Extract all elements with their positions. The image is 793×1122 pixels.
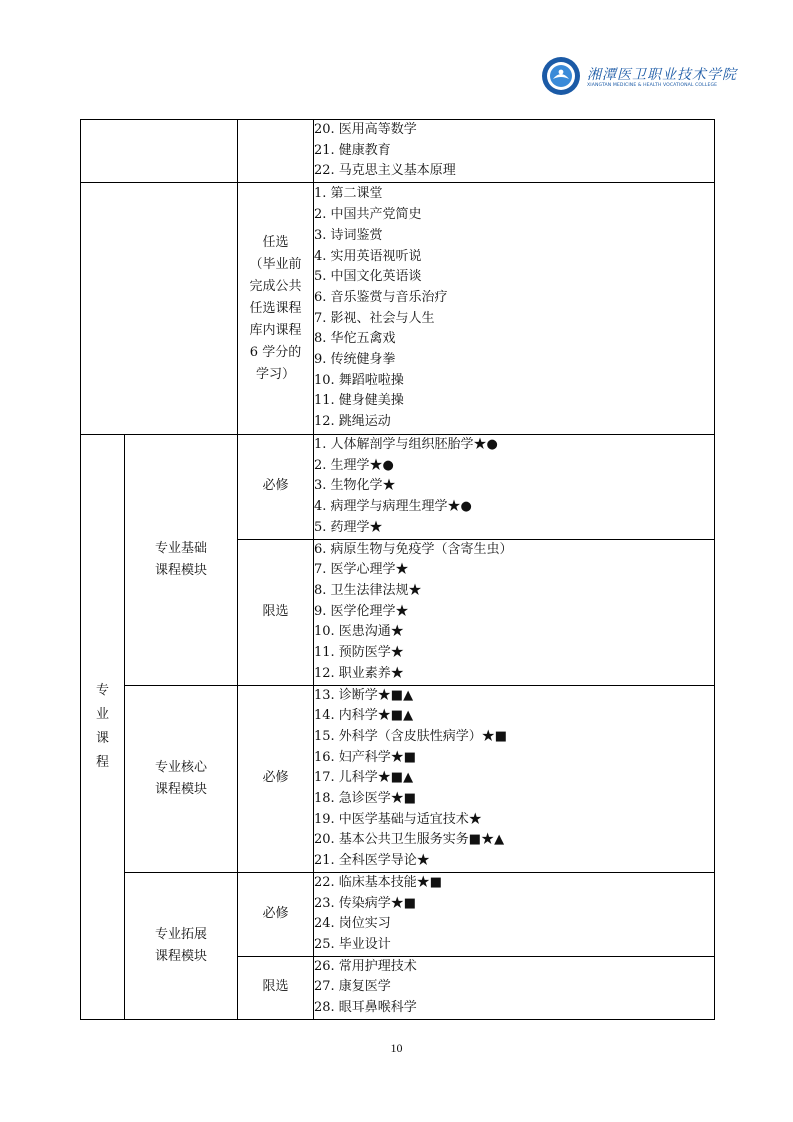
course-item: 18. 急诊医学★■ xyxy=(314,790,417,806)
label-line: 课程模块 xyxy=(154,948,207,964)
course-item: 14. 内科学★■▲ xyxy=(314,708,414,724)
table-row xyxy=(81,872,715,956)
course-type-required: 必修 xyxy=(238,872,314,956)
course-type-elective xyxy=(238,183,314,435)
college-emblem-icon xyxy=(541,56,581,96)
course-item: 26. 常用护理技术 xyxy=(314,958,417,974)
course-item: 22. 临床基本技能★■ xyxy=(314,874,443,890)
course-item: 10. 医患沟通★ xyxy=(314,624,404,640)
course-item: 13. 诊断学★■▲ xyxy=(314,687,414,703)
course-item: 21. 全科医学导论★ xyxy=(314,853,430,868)
table-row xyxy=(81,685,715,872)
page-number: 10 xyxy=(390,1041,403,1055)
course-item: 9. 传统健身拳 xyxy=(314,351,396,367)
table-row xyxy=(81,183,715,435)
course-item: 9. 医学伦理学★ xyxy=(314,603,409,619)
module-professional-core xyxy=(125,685,238,872)
empty-category-cell xyxy=(81,183,238,435)
table-row xyxy=(81,435,715,539)
course-item: 15. 外科学（含皮肤性病学）★■ xyxy=(314,728,508,744)
course-item: 21. 健康教育 xyxy=(314,142,391,158)
course-item: 11. 预防医学★ xyxy=(314,645,404,661)
course-list xyxy=(314,435,715,539)
course-list xyxy=(314,956,715,1019)
label-line: 学习） xyxy=(255,366,295,382)
category-professional-courses xyxy=(81,435,125,1020)
label-line: 6 学分的 xyxy=(249,344,302,360)
course-item: 27. 康复医学 xyxy=(314,979,391,995)
course-item: 8. 卫生法律法规★ xyxy=(314,582,422,598)
label-line: 程 xyxy=(95,754,109,770)
course-item: 25. 毕业设计 xyxy=(314,936,391,952)
course-item: 20. 医用高等数学 xyxy=(314,122,417,137)
course-item: 12. 职业素养★ xyxy=(314,665,404,681)
course-list xyxy=(314,539,715,685)
course-type-limited: 限选 xyxy=(238,539,314,685)
label-line: 课程模块 xyxy=(154,781,207,797)
course-list xyxy=(314,685,715,872)
empty-category-cell xyxy=(81,120,238,183)
course-item: 2. 生理学★● xyxy=(314,457,394,473)
curriculum-table xyxy=(80,119,715,1020)
course-item: 3. 生物化学★ xyxy=(314,478,396,494)
course-item: 22. 马克思主义基本原理 xyxy=(314,163,456,179)
course-type-required: 必修 xyxy=(238,435,314,539)
empty-type-cell xyxy=(238,120,314,183)
course-item: 1. 第二课堂 xyxy=(314,186,383,202)
course-item: 6. 音乐鉴赏与音乐治疗 xyxy=(314,289,448,305)
course-item: 10. 舞蹈啦啦操 xyxy=(314,372,404,388)
course-list xyxy=(314,120,715,183)
college-name: 湘潭医卫职业技术学院 xyxy=(587,67,737,83)
course-item: 1. 人体解剖学与组织胚胎学★● xyxy=(314,437,498,453)
college-logo xyxy=(541,56,737,100)
label-line: 专业核心 xyxy=(154,759,207,775)
module-professional-extension xyxy=(125,872,238,1019)
course-item: 4. 实用英语视听说 xyxy=(314,248,422,264)
table-row xyxy=(81,120,715,183)
course-item: 12. 跳绳运动 xyxy=(314,414,391,429)
course-item: 5. 药理学★ xyxy=(314,519,383,535)
course-item: 2. 中国共产党简史 xyxy=(314,207,422,223)
course-list xyxy=(314,872,715,956)
module-professional-basic xyxy=(125,435,238,685)
course-item: 23. 传染病学★■ xyxy=(314,895,417,911)
course-item: 20. 基本公共卫生服务实务■★▲ xyxy=(314,832,505,848)
course-type-required: 必修 xyxy=(238,685,314,872)
college-name-english: XIANGTAN MEDICINE & HEALTH VOCATIONAL COLLEGE xyxy=(587,83,718,88)
course-item: 16. 妇产科学★■ xyxy=(314,749,417,765)
label-line: 任选课程 xyxy=(249,300,302,316)
course-item: 7. 影视、社会与人生 xyxy=(314,310,435,326)
label-line: 专 xyxy=(95,682,109,698)
label-line: 完成公共 xyxy=(249,278,302,294)
course-item: 24. 岗位实习 xyxy=(314,916,391,932)
label-line: 库内课程 xyxy=(249,322,302,338)
course-item: 19. 中医学基础与适宜技术★ xyxy=(314,811,482,827)
course-item: 3. 诗词鉴赏 xyxy=(314,227,383,243)
course-type-limited: 限选 xyxy=(238,956,314,1019)
label-line: 任选 xyxy=(262,234,289,250)
course-item: 6. 病原生物与免疫学（含寄生虫） xyxy=(314,541,513,557)
course-item: 11. 健身健美操 xyxy=(314,393,404,409)
label-line: （毕业前 xyxy=(249,256,302,272)
label-line: 业 xyxy=(95,706,109,722)
label-line: 专业拓展 xyxy=(154,926,207,942)
course-item: 17. 儿科学★■▲ xyxy=(314,770,414,786)
course-item: 5. 中国文化英语谈 xyxy=(314,269,422,285)
course-list xyxy=(314,183,715,435)
label-line: 专业基础 xyxy=(154,540,207,556)
label-line: 课程模块 xyxy=(154,562,207,578)
course-item: 7. 医学心理学★ xyxy=(314,562,409,578)
course-item: 8. 华佗五禽戏 xyxy=(314,331,396,347)
course-item: 28. 眼耳鼻喉科学 xyxy=(314,1000,417,1016)
label-line: 课 xyxy=(95,730,109,746)
course-item: 4. 病理学与病理生理学★● xyxy=(314,499,472,515)
